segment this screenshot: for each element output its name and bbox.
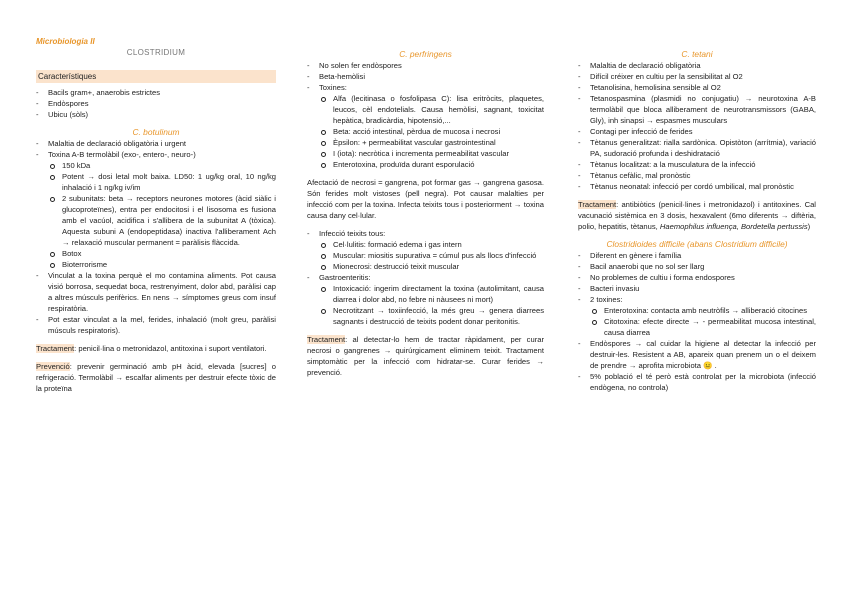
sub-item: 150 kDa [36, 160, 276, 171]
list-item: - Malaltia de declaració obligatòria [578, 60, 816, 71]
treatment-text: : al detectar-lo hem de tractar ràpidament, per curar necrosi o gangrenes → quirúrgicament eliminem teixit. Tractament simptomàtic per la infecció com hidratar-se. Curar ferides → prevenció. [307, 335, 544, 377]
list-item: - Difícil créixer en cultiu per la sensibilitat al O2 [578, 71, 816, 82]
tetani-treatment [578, 199, 816, 232]
list-item: - Tètanus generalitzat: rialla sardònica. Opistòton (arrítmia), variació PA, sudoració profunda i deshidratació [578, 137, 816, 159]
list-item: - Pot estar vinculat a la mel, ferides, inhalació (molt greu, paràlisi músculs respiratoris). [36, 314, 276, 336]
list-item: - Diferent en gènere i família [578, 250, 816, 261]
treatment-italic: Haemophilus influença, Bordetella pertussis [659, 222, 808, 231]
sub-item: Mionecrosi: destrucció teixit muscular [307, 261, 544, 272]
list-item: - Malaltia de declaració obligatòria i urgent [36, 138, 276, 149]
sub-item: Muscular: miositis supurativa = cúmul pus als llocs d'infecció [307, 250, 544, 261]
prevention-label: Prevenció [36, 362, 70, 371]
botulinum-list [36, 138, 276, 336]
difficile-list [578, 250, 816, 393]
list-item: - Tètanus neonatal: infecció per cordó umbilical, mal pronòstic [578, 181, 816, 192]
sub-item: Enterotoxina: contacta amb neutròfils → alliberació citocines [578, 305, 816, 316]
sub-item: Enterotoxina, produïda durant esporulació [307, 159, 544, 170]
treatment-label: Tractament [36, 344, 75, 353]
sub-item: Botox [36, 248, 276, 259]
list-item: - Tetanolisina, hemolisina sensible al O2 [578, 82, 816, 93]
list-item: - Bacil anaerobi que no sol ser llarg [578, 261, 816, 272]
botulinum-prevention [36, 361, 276, 394]
list-item: - Toxina A-B termolàbil (exo-, entero-, neuro-) [36, 149, 276, 160]
sub-item: Potent → dosi letal molt baixa. LD50: 1 ug/kg oral, 10 ng/kg inhalació i 1 ng/kg iv/im [36, 171, 276, 193]
list-item: - Beta-hemòlisi [307, 71, 544, 82]
column-3 [578, 49, 816, 393]
characteristics-heading: Característiques [36, 70, 276, 83]
list-item: - Vinculat a la toxina perquè el mo contamina aliments. Pot causa visió borrosa, sequedat boca, restrenyiment, dolor abd, paràlisi cap a altres músculs perifèrics. En nens → símptomes greus com insuf respiratòria. [36, 270, 276, 314]
sub-item: Alfa (lecitinasa o fosfolipasa C): lisa eritròcits, plaquetes, leucos, cèl endotelials. Causa hemòlisi, sagnant, toxicitat hepàtica, bradicàrdia, hipotensió,... [307, 93, 544, 126]
list-item: - Tetanospasmina (plasmidi no conjugatiu) → neurotoxina A-B termolàbil que bloca alliberament de neurotransmissors (GABA, Gly), inh sinapsi → espasmes musculars [578, 93, 816, 126]
sub-item: 2 subunitats: beta → receptors neurones motores (àcid siàlic i glucoproteïnes), entra per endocitosi i el lisosoma es fusiona amb el vacúol, acidifica i s'allibera de la subunitat A (tòxica). Aquesta subuni A (endopeptidasa) inactiva l'alliberament Ach → relaxació muscular permanent = paràlisis flàccida. [36, 193, 276, 248]
list-item: - Ubicu (sòls) [36, 109, 276, 120]
sub-item: I (iota): necròtica i incrementa permeabilitat vascular [307, 148, 544, 159]
subject-title: Microbiologia II [36, 37, 95, 46]
list-item: - Tètanus cefàlic, mal pronòstic [578, 170, 816, 181]
tetani-heading: C. tetani [681, 49, 713, 59]
botulinum-heading: C. botulinum [132, 127, 180, 137]
list-item: - Tètanus localitzat: a la musculatura de la infecció [578, 159, 816, 170]
prevention-text: : prevenir germinació amb pH àcid, elevada [sucres] o refrigeració. Termolàbil → escalfar aliments per destruir efecte tòxic de la proteïna [36, 362, 276, 393]
characteristics-list [36, 87, 276, 120]
list-item: - No solen fer endòspores [307, 60, 544, 71]
list-item: - Endòspores [36, 98, 276, 109]
perfringens-heading: C. perfringens [399, 49, 452, 59]
tetani-list [578, 60, 816, 192]
difficile-heading: Clostridioides difficile (abans Clostridium difficile) [606, 239, 788, 249]
sub-item: Necrotitzant → toxiinfecció, la més greu → genera diarrees sagnants i destrucció de teixits podent donar peritonitis. [307, 305, 544, 327]
sub-item: Èpsilon: + permeabilitat vascular gastrointestinal [307, 137, 544, 148]
list-item: - 5% població el té però està controlat per la microbiota (infecció endògena, no controla) [578, 371, 816, 393]
sub-item: Citotoxina: efecte directe → - permeabilitat mucosa intestinal, causa diarrea [578, 316, 816, 338]
list-item: - Bacils gram+, anaerobis estrictes [36, 87, 276, 98]
list-item: - Endòspores → cal cuidar la higiene al detectar la infecció per destruir-les. Resistent a AB, apareix quan prenem un o el deixem de prendre → aprofita microbiota 😐 . [578, 338, 816, 371]
necrosis-paragraph: Afectació de necrosi = gangrena, pot formar gas → gangrena gasosa. Són ferides molt vistoses (pell negra). Pot causar malalties per infecció com per la toxina. Infecta teixits tous i posteriorment → toxina causa dany cel·lular. [307, 178, 544, 220]
sub-item: Beta: acció intestinal, pèrdua de mucosa i necrosi [307, 126, 544, 137]
perfringens-treatment [307, 334, 544, 378]
document-title: CLOSTRIDIUM [126, 48, 186, 57]
sub-item: Cel·lulitis: formació edema i gas intern [307, 239, 544, 250]
list-item: - Gastroenteritis: [307, 272, 544, 283]
perfringens-list [307, 60, 544, 170]
list-item: - No problemes de cultiu i forma endospores [578, 272, 816, 283]
list-item: - Contagi per infecció de ferides [578, 126, 816, 137]
botulinum-treatment [36, 343, 276, 354]
column-1 [36, 70, 276, 394]
sub-item: Intoxicació: ingerim directament la toxina (autolimitant, causa diarrea i dolor abd, no febre ni nàusees ni mort) [307, 283, 544, 305]
list-item: - Infecció teixits tous: [307, 228, 544, 239]
treatment-label: Tractament [307, 335, 346, 344]
list-item: - 2 toxines: [578, 294, 816, 305]
treatment-label: Tractament [578, 200, 617, 209]
list-item: - Toxines: [307, 82, 544, 93]
column-2 [307, 49, 544, 378]
treatment-text: : penicil·lina o metronidazol, antitoxina i suport ventilatori. [74, 344, 267, 353]
infection-list [307, 228, 544, 327]
list-item: - Bacteri invasiu [578, 283, 816, 294]
treatment-end: ) [807, 222, 811, 231]
sub-item: Bioterrorisme [36, 259, 276, 270]
treatment-text: : antibiòtics (penicil·lines i metronidazol) i antitoxines. Cal vacunació sistèmica en 3 dosis, hexavalent (6mo diferents → diftèria, polio, hepatitis, tètanus, [578, 200, 816, 231]
